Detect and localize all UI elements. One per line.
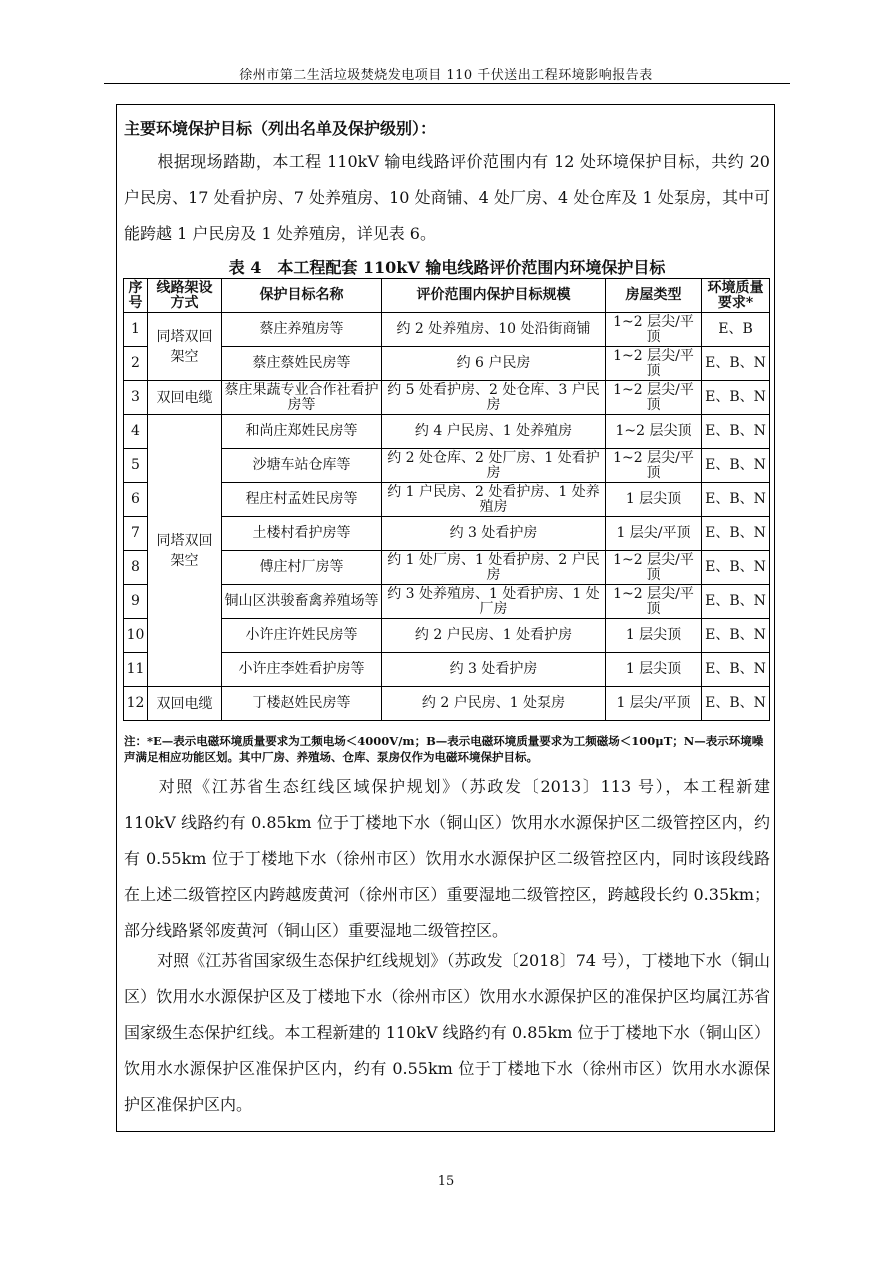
cell-method: 双回电缆 (148, 381, 222, 415)
intro-text: 根据现场踏勘，本工程 110kV 输电线路评价范围内有 12 处环境保护目标，共约 20 户民房、17 处看护房、7 处养殖房、10 处商铺、4 处厂房、4 处仓库及 1 处泵房，其中可能跨越 1 户民房及 1 处养殖房，详见表 6。 (124, 152, 770, 243)
cell-quality: E、B、N (702, 551, 770, 585)
table-row (124, 381, 770, 415)
col-header-house: 房屋类型 (606, 279, 702, 313)
cell-house: 1~2 层尖/平顶 (606, 313, 702, 347)
table-caption: 表 4 本工程配套 110kV 输电线路评价范围内环境保护目标 (228, 258, 666, 277)
cell-name: 蔡庄蔡姓民房等 (222, 347, 382, 381)
cell-quality: E、B、N (702, 619, 770, 653)
cell-house: 1~2 层尖/平顶 (606, 381, 702, 415)
cell-quality: E、B、N (702, 347, 770, 381)
cell-name: 丁楼赵姓民房等 (222, 687, 382, 721)
cell-quality: E、B、N (702, 483, 770, 517)
cell-no: 11 (124, 653, 148, 687)
cell-name: 傅庄村厂房等 (222, 551, 382, 585)
cell-house: 1~2 层尖顶 (606, 415, 702, 449)
cell-no: 10 (124, 619, 148, 653)
cell-name: 铜山区洪骏畜禽养殖场等 (222, 585, 382, 619)
cell-scale: 约 2 处养殖房、10 处沿街商铺 (382, 313, 606, 347)
cell-scale: 约 1 户民房、2 处看护房、1 处养殖房 (382, 483, 606, 517)
cell-house: 1~2 层尖/平顶 (606, 347, 702, 381)
cell-house: 1~2 层尖/平顶 (606, 449, 702, 483)
cell-quality: E、B、N (702, 381, 770, 415)
paragraph-eco-redline-text: 对照《江苏省生态红线区域保护规划》（苏政发〔2013〕113 号），本工程新建 110kV 线路约有 0.85km 位于丁楼地下水（铜山区）饮用水水源保护区二级管控区内，约有 0.55km 位于丁楼地下水（徐州市区）饮用水水源保护区二级管控区内，同时该段线路在上述二级管控区内跨越废黄河（徐州市区）重要湿地二级管控区，跨越段长约 0.35km；部分线路紧邻废黄河（铜山区）重要湿地二级管控区。 (124, 777, 770, 940)
table-note: 注：*E—表示电磁环境质量要求为工频电场＜4000V/m；B—表示电磁环境质量要求为工频磁场＜100μT；N—表示环境噪声满足相应功能区划。其中厂房、养殖场、仓库、泵房仅作为电磁环境保护目标。 (124, 734, 764, 764)
protection-targets-table (123, 278, 770, 721)
cell-scale: 约 5 处看护房、2 处仓库、3 户民房 (382, 381, 606, 415)
cell-scale: 约 2 户民房、1 处看护房 (382, 619, 606, 653)
cell-quality: E、B (702, 313, 770, 347)
intro-paragraph (124, 144, 770, 252)
cell-no: 8 (124, 551, 148, 585)
paragraph-national-redline (124, 943, 770, 1123)
col-header-scale: 评价范围内保护目标规模 (382, 279, 606, 313)
col-header-no: 序号 (124, 279, 148, 313)
table-row (124, 687, 770, 721)
cell-quality: E、B、N (702, 687, 770, 721)
cell-no: 7 (124, 517, 148, 551)
cell-name: 蔡庄果蔬专业合作社看护房等 (222, 381, 382, 415)
running-header: 徐州市第二生活垃圾焚烧发电项目 110 千伏送出工程环境影响报告表 (239, 68, 653, 83)
cell-scale: 约 1 处厂房、1 处看护房、2 户民房 (382, 551, 606, 585)
col-header-quality: 环境质量要求* (702, 279, 770, 313)
cell-scale: 约 2 户民房、1 处泵房 (382, 687, 606, 721)
cell-no: 1 (124, 313, 148, 347)
cell-scale: 约 3 处看护房 (382, 653, 606, 687)
cell-house: 1 层尖/平顶 (606, 517, 702, 551)
cell-no: 12 (124, 687, 148, 721)
cell-no: 2 (124, 347, 148, 381)
paragraph-eco-redline (124, 769, 770, 949)
cell-no: 4 (124, 415, 148, 449)
cell-no: 3 (124, 381, 148, 415)
cell-scale: 约 3 处看护房 (382, 517, 606, 551)
cell-house: 1 层尖顶 (606, 483, 702, 517)
cell-name: 沙塘车站仓库等 (222, 449, 382, 483)
cell-house: 1 层尖顶 (606, 619, 702, 653)
cell-house: 1~2 层尖/平顶 (606, 585, 702, 619)
table-header-row (124, 279, 770, 313)
cell-name: 小许庄李姓看护房等 (222, 653, 382, 687)
cell-no: 6 (124, 483, 148, 517)
cell-no: 5 (124, 449, 148, 483)
cell-scale: 约 4 户民房、1 处养殖房 (382, 415, 606, 449)
cell-quality: E、B、N (702, 585, 770, 619)
cell-method: 双回电缆 (148, 687, 222, 721)
cell-method: 同塔双回架空 (148, 415, 222, 687)
cell-scale: 约 2 处仓库、2 处厂房、1 处看护房 (382, 449, 606, 483)
cell-house: 1 层尖/平顶 (606, 687, 702, 721)
cell-name: 程庄村孟姓民房等 (222, 483, 382, 517)
cell-house: 1~2 层尖/平顶 (606, 551, 702, 585)
cell-scale: 约 3 处养殖房、1 处看护房、1 处厂房 (382, 585, 606, 619)
table-row (124, 313, 770, 347)
cell-no: 9 (124, 585, 148, 619)
col-header-method: 线路架设方式 (148, 279, 222, 313)
section-heading: 主要环境保护目标（列出名单及保护级别）： (124, 119, 437, 138)
cell-quality: E、B、N (702, 517, 770, 551)
cell-quality: E、B、N (702, 415, 770, 449)
cell-method: 同塔双回架空 (148, 313, 222, 381)
header-divider (104, 83, 790, 84)
col-header-name: 保护目标名称 (222, 279, 382, 313)
cell-name: 和尚庄郑姓民房等 (222, 415, 382, 449)
cell-name: 蔡庄养殖房等 (222, 313, 382, 347)
table-row (124, 415, 770, 449)
paragraph-national-redline-text: 对照《江苏省国家级生态保护红线规划》（苏政发〔2018〕74 号），丁楼地下水（铜山区）饮用水水源保护区及丁楼地下水（徐州市区）饮用水水源保护区的准保护区均属江苏省国家级生态保护红线。本工程新建的 110kV 线路约有 0.85km 位于丁楼地下水（铜山区）饮用水水源保护区准保护区内，约有 0.55km 位于丁楼地下水（徐州市区）饮用水水源保护区准保护区内。 (124, 951, 770, 1114)
cell-quality: E、B、N (702, 653, 770, 687)
cell-name: 小许庄许姓民房等 (222, 619, 382, 653)
cell-house: 1 层尖顶 (606, 653, 702, 687)
cell-scale: 约 6 户民房 (382, 347, 606, 381)
cell-name: 土楼村看护房等 (222, 517, 382, 551)
cell-quality: E、B、N (702, 449, 770, 483)
page-number: 15 (437, 1174, 455, 1189)
